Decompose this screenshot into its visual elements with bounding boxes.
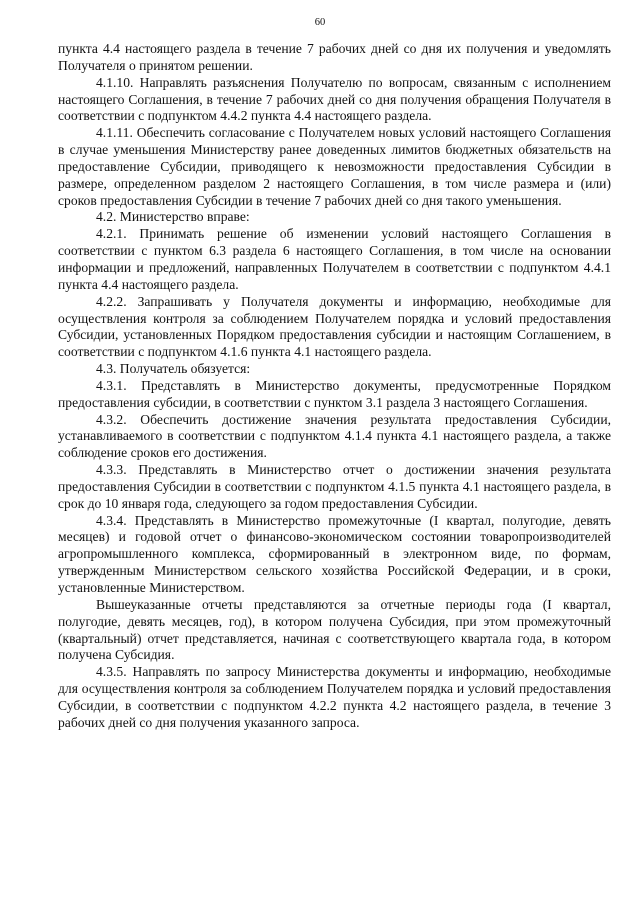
paragraph: 4.3.3. Представлять в Министерство отчет о достижении значения результата предоставления Субсидии в соответствии с подпунктом 4.1.5 пункта 4.1 настоящего раздела, в срок до 10 января года, следующего за годом предоставления Субсидии. — [58, 462, 611, 511]
paragraph: 4.3.2. Обеспечить достижение значения результата предоставления Субсидии, устанавливаемого в соответствии с подпунктом 4.1.4 пункта 4.1 настоящего раздела, а также соблюдение сроков его достижения. — [58, 411, 611, 461]
paragraph: 4.2.1. Принимать решение об изменении условий настоящего Соглашения в соответствии с пунктом 6.3 раздела 6 настоящего Соглашения, в том числе на основании информации и предложений, направленных Получателем в соответствии с подпунктом 4.4.1 пункта 4.4 настоящего раздела. — [58, 226, 611, 292]
paragraph: 4.3.4. Представлять в Министерство промежуточные (I квартал, полугодие, девять месяцев) и годовой отчет о финансово-экономическом состоянии товаропроизводителей агропромышленного комплекса, сформированный в электронном виде, по формам, утвержденным Министерством сельского хозяйства Российской Федерации, и в сроки, установленные Министерством. — [58, 512, 611, 595]
paragraph: 4.2.2. Запрашивать у Получателя документы и информацию, необходимые для осуществления контроля за соблюдением Получателем порядка и условий предоставления Субсидии, установленных Порядком предоставления субсидии и настоящим Соглашением, в соответствии с подпунктом 4.1.6 пункта 4.1 настоящего раздела. — [58, 293, 611, 360]
paragraph: 4.2. Министерство вправе: — [96, 209, 250, 225]
document-body — [58, 41, 611, 732]
paragraph: 4.1.10. Направлять разъяснения Получателю по вопросам, связанным с исполнением настоящего Соглашения, в течение 7 рабочих дней со дня получения обращения Получателя в соответствии с подпунктом 4.4.2 пункта 4.4 настоящего раздела. — [58, 74, 611, 124]
paragraph: 4.3. Получатель обязуется: — [96, 361, 251, 377]
page-number: 60 — [314, 17, 326, 28]
paragraph-continuation: пункта 4.4 настоящего раздела в течение 7 рабочих дней со дня их получения и уведомлять Получателя о принятом решении. — [58, 41, 611, 73]
paragraph: 4.3.1. Представлять в Министерство документы, предусмотренные Порядком предоставления субсидии, в соответствии с пунктом 3.1 раздела 3 настоящего Соглашения. — [58, 377, 611, 410]
paragraph: 4.3.5. Направлять по запросу Министерства документы и информацию, необходимые для осуществления контроля за соблюдением Получателем порядка и условий предоставления Субсидии, в соответствии с подпунктом 4.2.2 пункта 4.2 настоящего раздела, в течение 3 рабочих дней со дня получения указанного запроса. — [58, 664, 611, 730]
paragraph: 4.1.11. Обеспечить согласование с Получателем новых условий настоящего Соглашения в случае уменьшения Министерству ранее доведенных лимитов бюджетных обязательств на предоставление Субсидии, приводящего к невозможности предоставления Субсидии в размере, определенном разделом 2 настоящего Соглашения, в том числе размера и (или) сроков предоставления Субсидии в течение 7 рабочих дней со дня такого уменьшения. — [58, 125, 611, 208]
paragraph: Вышеуказанные отчеты представляются за отчетные периоды года (I квартал, полугодие, девять месяцев, год), в котором получена Субсидия, при этом промежуточный (квартальный) отчет представляется, начиная с соответствующего квартала года, в котором получена Субсидия. — [58, 596, 611, 663]
